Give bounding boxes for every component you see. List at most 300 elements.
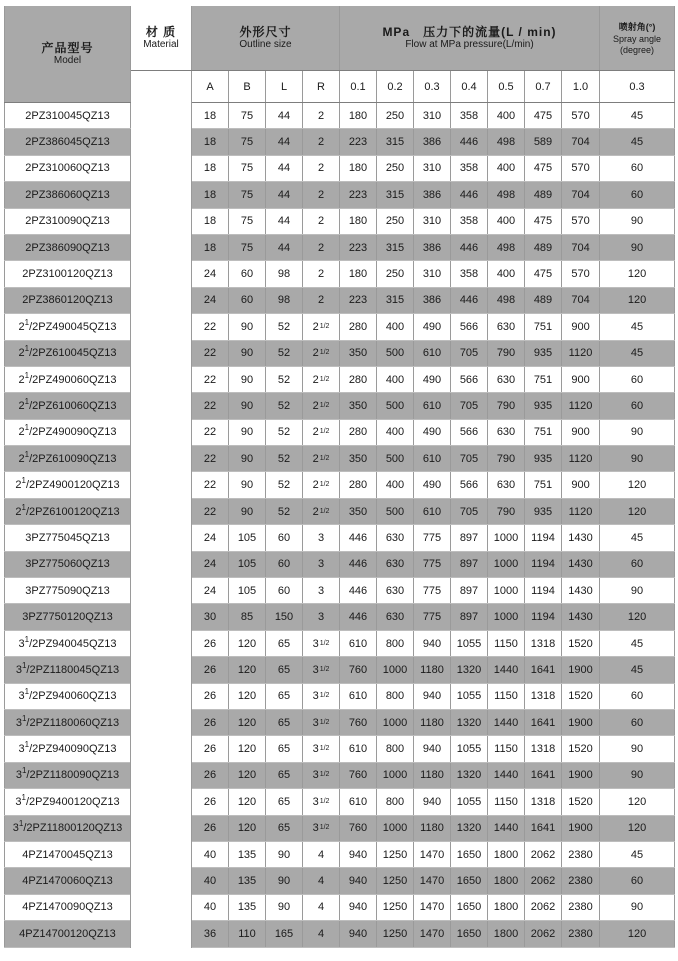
- cell-value: 75: [240, 162, 254, 175]
- cell-f3: [414, 393, 451, 419]
- cell-a: [192, 129, 229, 155]
- cell-f10: [562, 762, 600, 788]
- cell-r: [303, 155, 340, 181]
- cell-value: 75: [240, 241, 254, 254]
- cell-f5: [488, 604, 525, 630]
- cell-b: [229, 815, 266, 841]
- cell-f10: [562, 815, 600, 841]
- cell-value: 1000: [382, 716, 408, 729]
- cell-f7: [525, 103, 562, 129]
- cell-value: 65: [277, 743, 291, 756]
- cell-f3: [414, 762, 451, 788]
- cell-value: 22: [203, 347, 217, 360]
- cell-f10: [562, 657, 600, 683]
- model-cell: [5, 340, 131, 366]
- cell-value: 1250: [382, 848, 408, 861]
- cell-f5: [488, 182, 525, 208]
- cell-value: 135: [237, 875, 257, 888]
- cell-f3: [414, 419, 451, 445]
- cell-value: 30: [203, 611, 217, 624]
- model-code: 4PZ1470090QZ13: [22, 901, 113, 914]
- cell-value: 358: [459, 162, 479, 175]
- cell-value: 751: [533, 320, 553, 333]
- cell-value: 120: [627, 505, 647, 518]
- r-fraction: 1/2: [319, 718, 330, 726]
- model-prefix: 3: [18, 743, 25, 756]
- cell-f10: [562, 472, 600, 498]
- cell-value: 180: [348, 162, 368, 175]
- cell-value: 1000: [493, 611, 519, 624]
- cell-value: 280: [348, 479, 368, 492]
- cell-l: [266, 261, 303, 287]
- cell-value: 1440: [493, 769, 519, 782]
- cell-value: 935: [533, 399, 553, 412]
- cell-value: 790: [496, 505, 516, 518]
- cell-f10: [562, 683, 600, 709]
- cell-r: [303, 841, 340, 867]
- cell-f2: [377, 551, 414, 577]
- cell-f3: [414, 446, 451, 472]
- cell-f3: [414, 921, 451, 947]
- cell-f3: [414, 287, 451, 313]
- cell-l: [266, 736, 303, 762]
- cell-value: 790: [496, 347, 516, 360]
- cell-value: 350: [348, 452, 368, 465]
- cell-value: 52: [277, 347, 291, 360]
- cell-value: 446: [348, 611, 368, 624]
- cell-f3: [414, 103, 451, 129]
- cell-value: 2: [312, 505, 319, 518]
- cell-value: 940: [348, 848, 368, 861]
- model-cell: [5, 155, 131, 181]
- cell-f4: [451, 604, 488, 630]
- cell-a: [192, 736, 229, 762]
- cell-value: 52: [277, 452, 291, 465]
- cell-value: 1180: [420, 716, 444, 729]
- material-cell: [131, 103, 192, 948]
- cell-value: 90: [630, 452, 644, 465]
- cell-f10: [562, 208, 600, 234]
- cell-value: 250: [385, 162, 405, 175]
- cell-value: 65: [277, 690, 291, 703]
- cell-value: 105: [237, 531, 257, 544]
- cell-value: 760: [348, 769, 368, 782]
- cell-value: 1641: [530, 663, 556, 676]
- cell-f2: [377, 525, 414, 551]
- cell-value: 22: [203, 373, 217, 386]
- cell-angle: [600, 287, 675, 313]
- table-row: [5, 921, 675, 947]
- model-cell: [5, 287, 131, 313]
- cell-b: [229, 472, 266, 498]
- model-code: /2PZ940090QZ13: [29, 743, 117, 756]
- cell-value: 1120: [568, 505, 593, 518]
- cell-value: 751: [533, 373, 553, 386]
- table-row: [5, 393, 675, 419]
- cell-f3: [414, 340, 451, 366]
- cell-f1: [340, 736, 377, 762]
- cell-value: 630: [385, 611, 405, 624]
- cell-f4: [451, 525, 488, 551]
- cell-f7: [525, 578, 562, 604]
- cell-value: 2380: [568, 927, 593, 940]
- cell-f10: [562, 578, 600, 604]
- cell-l: [266, 868, 303, 894]
- cell-f10: [562, 498, 600, 524]
- cell-value: 250: [385, 109, 405, 122]
- cell-value: 446: [459, 241, 479, 254]
- r-fraction: 1/2: [319, 349, 330, 357]
- cell-a: [192, 446, 229, 472]
- model-cell: [5, 604, 131, 630]
- cell-f10: [562, 103, 600, 129]
- cell-b: [229, 578, 266, 604]
- header-spray-en-2: (degree): [620, 45, 655, 55]
- cell-value: 498: [496, 188, 516, 201]
- cell-value: 1430: [568, 584, 593, 597]
- cell-f4: [451, 657, 488, 683]
- cell-value: 26: [203, 690, 217, 703]
- cell-value: 120: [237, 663, 257, 676]
- cell-a: [192, 261, 229, 287]
- model-cell: [5, 366, 131, 392]
- model-prefix: 2: [18, 320, 25, 333]
- cell-value: 2380: [568, 901, 593, 914]
- cell-value: 65: [277, 716, 291, 729]
- cell-f3: [414, 314, 451, 340]
- model-code: 2PZ386045QZ13: [25, 136, 110, 149]
- cell-value: 2: [312, 452, 319, 465]
- model-cell: [5, 578, 131, 604]
- cell-value: 2: [312, 347, 319, 360]
- cell-l: [266, 762, 303, 788]
- cell-l: [266, 287, 303, 313]
- cell-angle: [600, 366, 675, 392]
- cell-f2: [377, 921, 414, 947]
- model-prefix: 3: [15, 716, 22, 729]
- cell-f1: [340, 314, 377, 340]
- model-prefix-fraction: 1: [21, 476, 26, 486]
- cell-f1: [340, 393, 377, 419]
- cell-f2: [377, 261, 414, 287]
- cell-value: 223: [348, 188, 368, 201]
- cell-value: 120: [237, 769, 257, 782]
- cell-value: 4: [317, 901, 325, 914]
- cell-l: [266, 366, 303, 392]
- cell-value: 2: [317, 162, 325, 175]
- cell-f10: [562, 393, 600, 419]
- table-row: [5, 604, 675, 630]
- cell-value: 90: [630, 241, 644, 254]
- model-prefix: 3: [12, 822, 19, 835]
- cell-value: 566: [459, 373, 479, 386]
- cell-value: 18: [203, 241, 217, 254]
- cell-angle: [600, 446, 675, 472]
- model-prefix-fraction: 1: [24, 317, 30, 327]
- cell-b: [229, 736, 266, 762]
- cell-value: 120: [627, 611, 647, 624]
- cell-b: [229, 340, 266, 366]
- cell-a: [192, 578, 229, 604]
- cell-l: [266, 340, 303, 366]
- cell-f2: [377, 683, 414, 709]
- cell-value: 90: [240, 373, 254, 386]
- cell-f5: [488, 208, 525, 234]
- cell-value: 45: [630, 109, 644, 122]
- cell-f10: [562, 736, 600, 762]
- cell-value: 65: [277, 769, 291, 782]
- cell-value: 790: [496, 452, 516, 465]
- model-code: 2PZ386090QZ13: [25, 241, 110, 254]
- cell-value: 570: [571, 268, 590, 281]
- cell-value: 4: [317, 875, 325, 888]
- cell-b: [229, 789, 266, 815]
- r-fraction: 1/2: [319, 665, 330, 673]
- cell-value: 610: [348, 743, 368, 756]
- cell-value: 610: [348, 637, 368, 650]
- cell-b: [229, 683, 266, 709]
- cell-f4: [451, 630, 488, 656]
- cell-value: 2: [317, 268, 325, 281]
- cell-value: 1800: [493, 901, 519, 914]
- cell-value: 1000: [382, 663, 408, 676]
- cell-l: [266, 921, 303, 947]
- header-material-blank: [131, 71, 192, 103]
- cell-value: 44: [277, 215, 291, 228]
- cell-value: 60: [277, 558, 291, 571]
- cell-value: 1120: [568, 452, 593, 465]
- cell-b: [229, 894, 266, 920]
- cell-f4: [451, 366, 488, 392]
- cell-f3: [414, 366, 451, 392]
- cell-value: 400: [385, 479, 405, 492]
- cell-value: 26: [203, 637, 217, 650]
- cell-l: [266, 894, 303, 920]
- cell-value: 2: [317, 241, 325, 254]
- cell-f5: [488, 921, 525, 947]
- cell-value: 1470: [419, 875, 445, 888]
- cell-f5: [488, 472, 525, 498]
- cell-f2: [377, 340, 414, 366]
- cell-value: 1000: [382, 769, 408, 782]
- cell-a: [192, 155, 229, 181]
- cell-value: 446: [348, 531, 368, 544]
- cell-value: 2: [317, 136, 325, 149]
- table-row: [5, 630, 675, 656]
- cell-a: [192, 419, 229, 445]
- cell-value: 386: [422, 188, 442, 201]
- cell-f5: [488, 841, 525, 867]
- cell-value: 490: [422, 426, 442, 439]
- cell-value: 897: [459, 558, 479, 571]
- cell-f5: [488, 234, 525, 260]
- cell-value: 2: [312, 320, 319, 333]
- cell-r: [303, 683, 340, 709]
- cell-value: 610: [422, 505, 442, 518]
- cell-value: 105: [237, 584, 257, 597]
- cell-value: 98: [277, 268, 291, 281]
- cell-f1: [340, 762, 377, 788]
- cell-value: 1250: [382, 875, 408, 888]
- table-row: [5, 446, 675, 472]
- model-code: 3PZ7750120QZ13: [22, 611, 113, 624]
- cell-b: [229, 921, 266, 947]
- r-fraction: 1/2: [319, 824, 330, 832]
- cell-value: 45: [630, 136, 644, 149]
- cell-value: 1520: [568, 690, 593, 703]
- model-prefix: 3: [15, 769, 22, 782]
- cell-value: 1318: [530, 743, 556, 756]
- model-prefix-fraction: 1: [21, 766, 27, 776]
- cell-f2: [377, 736, 414, 762]
- cell-value: 120: [237, 637, 257, 650]
- cell-l: [266, 525, 303, 551]
- cell-f10: [562, 366, 600, 392]
- cell-value: 3: [317, 611, 325, 624]
- cell-value: 1520: [568, 743, 593, 756]
- cell-value: 60: [240, 268, 254, 281]
- table-row: [5, 815, 675, 841]
- header-pressure-0-5: 0.5: [488, 71, 525, 103]
- cell-angle: [600, 630, 675, 656]
- cell-angle: [600, 498, 675, 524]
- cell-value: 566: [459, 426, 479, 439]
- r-fraction: 1/2: [319, 322, 330, 330]
- cell-angle: [600, 657, 675, 683]
- cell-value: 2062: [530, 848, 556, 861]
- cell-value: 250: [385, 215, 405, 228]
- cell-f5: [488, 815, 525, 841]
- cell-value: 105: [237, 558, 257, 571]
- cell-f4: [451, 182, 488, 208]
- cell-r: [303, 709, 340, 735]
- cell-value: 22: [203, 505, 217, 518]
- cell-value: 1320: [456, 822, 482, 835]
- cell-value: 1055: [456, 795, 482, 808]
- cell-angle: [600, 314, 675, 340]
- header-flow-cn: MPa 压力下的流量(L / min): [382, 25, 557, 39]
- cell-value: 44: [277, 109, 291, 122]
- cell-value: 3: [317, 584, 325, 597]
- cell-value: 1900: [568, 769, 593, 782]
- cell-value: 1150: [494, 690, 518, 703]
- cell-value: 446: [348, 584, 368, 597]
- cell-f1: [340, 551, 377, 577]
- cell-a: [192, 604, 229, 630]
- cell-f3: [414, 208, 451, 234]
- cell-r: [303, 393, 340, 419]
- cell-f2: [377, 657, 414, 683]
- cell-value: 500: [385, 399, 405, 412]
- cell-f5: [488, 630, 525, 656]
- cell-f7: [525, 657, 562, 683]
- cell-value: 22: [203, 399, 217, 412]
- cell-value: 400: [496, 268, 516, 281]
- cell-value: 223: [348, 294, 368, 307]
- cell-value: 446: [459, 188, 479, 201]
- cell-value: 2: [312, 479, 319, 492]
- cell-f7: [525, 709, 562, 735]
- model-code: /2PZ610090QZ13: [29, 452, 117, 465]
- cell-value: 60: [277, 584, 291, 597]
- cell-value: 2: [317, 109, 325, 122]
- cell-f1: [340, 657, 377, 683]
- cell-r: [303, 314, 340, 340]
- cell-f1: [340, 630, 377, 656]
- r-fraction: 1/2: [319, 454, 330, 462]
- cell-r: [303, 657, 340, 683]
- cell-angle: [600, 578, 675, 604]
- cell-a: [192, 789, 229, 815]
- cell-value: 400: [385, 426, 405, 439]
- cell-value: 751: [533, 479, 553, 492]
- cell-value: 3: [312, 795, 319, 808]
- header-model-en: Model: [53, 55, 82, 66]
- cell-f3: [414, 182, 451, 208]
- cell-angle: [600, 815, 675, 841]
- cell-f7: [525, 208, 562, 234]
- cell-value: 3: [317, 531, 325, 544]
- header-flow: [340, 6, 600, 71]
- cell-f1: [340, 578, 377, 604]
- cell-a: [192, 208, 229, 234]
- cell-value: 570: [571, 215, 590, 228]
- model-cell: [5, 182, 131, 208]
- model-code: 4PZ1470060QZ13: [22, 875, 113, 888]
- model-prefix-fraction: 1: [24, 370, 30, 380]
- cell-value: 940: [422, 637, 442, 650]
- cell-value: 75: [240, 188, 254, 201]
- cell-r: [303, 815, 340, 841]
- table-row: [5, 657, 675, 683]
- cell-f7: [525, 498, 562, 524]
- header-material-en: Material: [143, 39, 179, 50]
- cell-value: 45: [630, 347, 644, 360]
- cell-value: 1318: [530, 795, 556, 808]
- model-cell: [5, 551, 131, 577]
- cell-value: 52: [277, 479, 291, 492]
- cell-value: 310: [422, 215, 442, 228]
- cell-f5: [488, 683, 525, 709]
- cell-f2: [377, 155, 414, 181]
- table-row: [5, 155, 675, 181]
- cell-f10: [562, 894, 600, 920]
- cell-b: [229, 868, 266, 894]
- cell-b: [229, 841, 266, 867]
- cell-r: [303, 446, 340, 472]
- model-cell: [5, 630, 131, 656]
- cell-value: 120: [627, 927, 647, 940]
- model-prefix-fraction: 1: [18, 819, 24, 829]
- cell-f10: [562, 630, 600, 656]
- cell-value: 2: [312, 373, 319, 386]
- cell-value: 446: [348, 558, 368, 571]
- cell-f3: [414, 578, 451, 604]
- cell-value: 1000: [493, 584, 519, 597]
- cell-value: 26: [203, 822, 217, 835]
- cell-f3: [414, 525, 451, 551]
- cell-f1: [340, 261, 377, 287]
- cell-value: 1440: [493, 716, 519, 729]
- cell-value: 897: [459, 611, 479, 624]
- cell-value: 500: [385, 505, 405, 518]
- cell-f10: [562, 182, 600, 208]
- model-cell: [5, 393, 131, 419]
- cell-value: 610: [348, 690, 368, 703]
- cell-f10: [562, 551, 600, 577]
- table-row: [5, 287, 675, 313]
- cell-value: 85: [240, 611, 254, 624]
